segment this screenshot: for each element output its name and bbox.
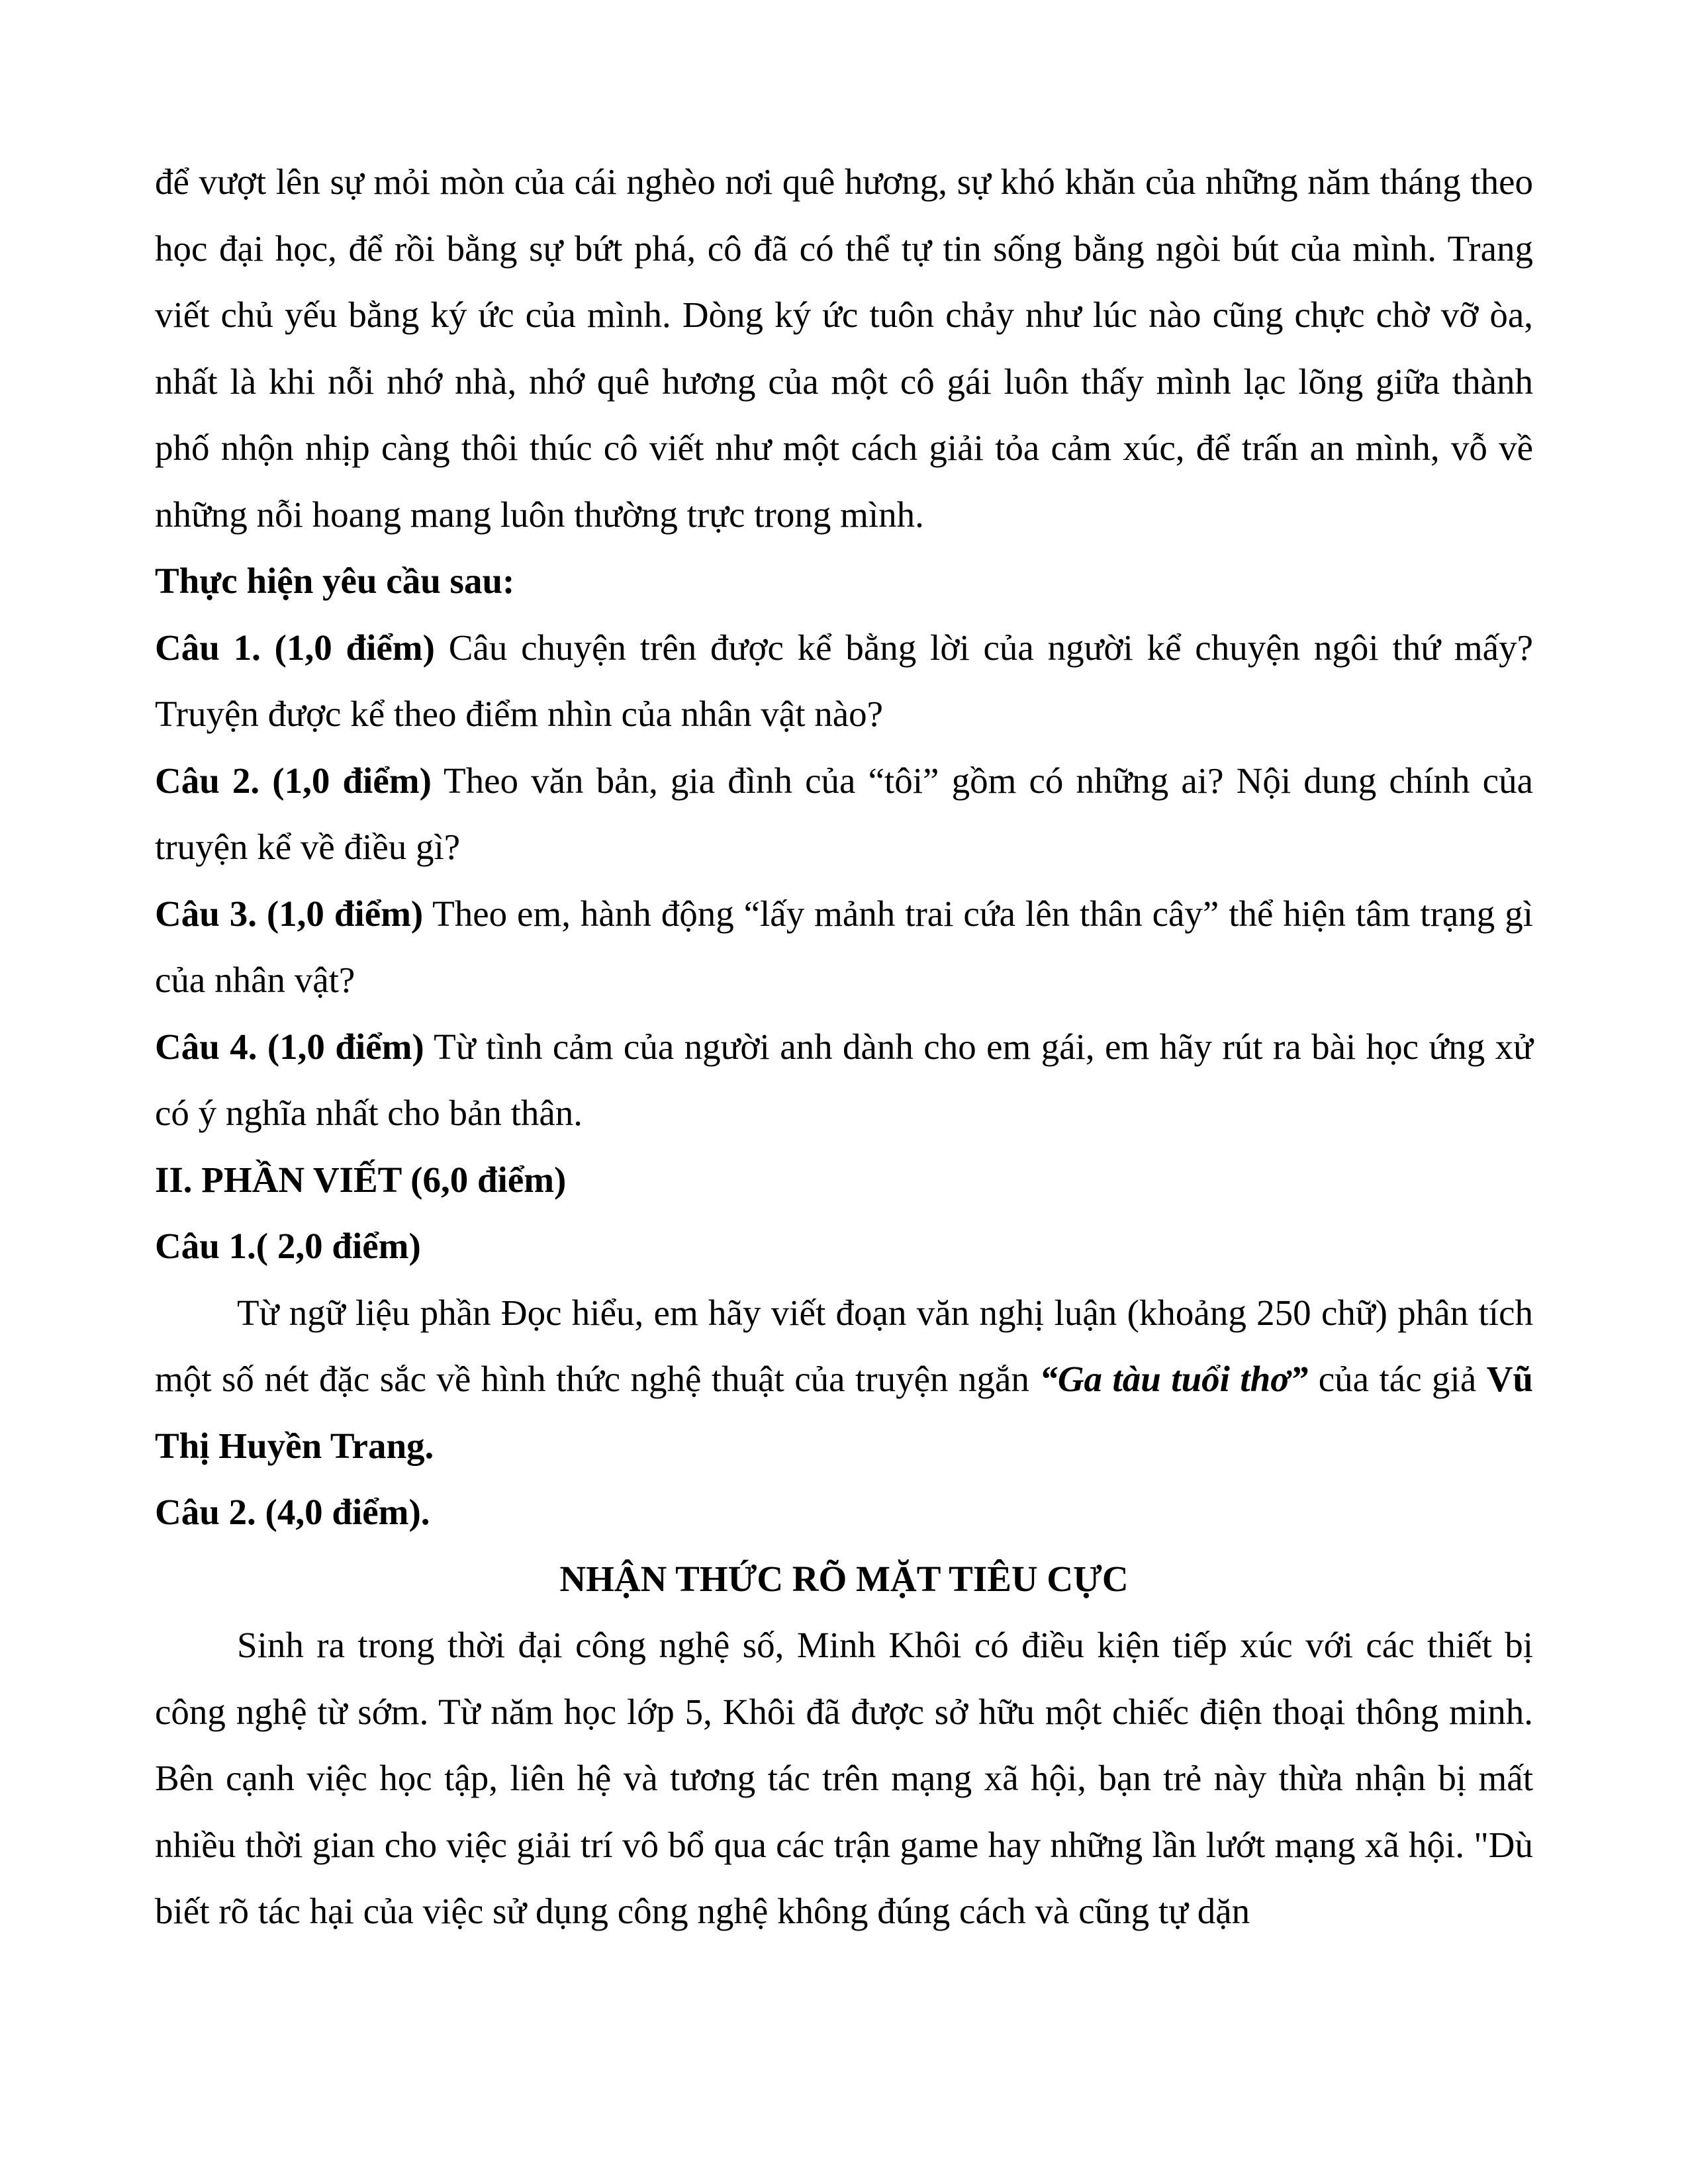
writing-question-1-text [155, 1280, 1533, 1480]
question-1 [155, 615, 1533, 748]
writing-question-1-prompt: Từ ngữ liệu phần Đọc hiểu, em hãy viết đoạn văn nghị luận (khoảng 250 chữ) phân tích một số nét đặc sắc về hình thức nghệ thuật của truyện ngắn [155, 1292, 1533, 1399]
question-2-text: Theo văn bản, gia đình của “tôi” gồm có những ai? Nội dung chính của truyện kể về điều gì? [155, 760, 1533, 867]
story-title: “Ga tàu tuổi thơ” [1039, 1359, 1309, 1399]
question-2 [155, 748, 1533, 881]
instructions-heading: Thực hiện yêu cầu sau: [155, 561, 515, 601]
question-3-label: Câu 3. (1,0 điểm) [155, 893, 424, 934]
intro-paragraph: để vượt lên sự mỏi mòn của cái nghèo nơi quê hương, sự khó khăn của những năm tháng theo học đại học, để rồi bằng sự bứt phá, cô đã có thể tự tin sống bằng ngòi bút của mình. Trang viết chủ yếu bằng ký ức của mình. Dòng ký ức tuôn chảy như lúc nào cũng chực chờ vỡ òa, nhất là khi nỗi nhớ nhà, nhớ quê hương của một cô gái luôn thấy mình lạc lõng giữa thành phố nhộn nhịp càng thôi thúc cô viết như một cách giải tỏa cảm xúc, để trấn an mình, vỗ về những nỗi hoang mang luôn thường trực trong mình. [155, 161, 1533, 535]
question-3-text: Theo em, hành động “lấy mảnh trai cứa lên thân cây” thể hiện tâm trạng gì của nhân vật? [155, 893, 1533, 1000]
writing-question-2-label: Câu 2. (4,0 điểm). [155, 1492, 430, 1532]
essay-prompt-paragraph: Sinh ra trong thời đại công nghệ số, Minh Khôi có điều kiện tiếp xúc với các thiết bị công nghệ từ sớm. Từ năm học lớp 5, Khôi đã được sở hữu một chiếc điện thoại thông minh. Bên cạnh việc học tập, liên hệ và tương tác trên mạng xã hội, bạn trẻ này thừa nhận bị mất nhiều thời gian cho việc giải trí vô bổ qua các trận game hay những lần lướt mạng xã hội. "Dù biết rõ tác hại của việc sử dụng công nghệ không đúng cách và cũng tự dặn [155, 1625, 1533, 1931]
writing-question-1-connector: của tác giả [1308, 1359, 1487, 1399]
question-4-label: Câu 4. (1,0 điểm) [155, 1026, 424, 1067]
writing-section-heading: II. PHẦN VIẾT (6,0 điểm) [155, 1159, 567, 1200]
question-1-label: Câu 1. (1,0 điểm) [155, 627, 435, 668]
writing-question-1-label: Câu 1.( 2,0 điểm) [155, 1226, 421, 1266]
question-2-label: Câu 2. (1,0 điểm) [155, 760, 432, 801]
question-4 [155, 1014, 1533, 1147]
question-4-text: Từ tình cảm của người anh dành cho em gái, em hãy rút ra bài học ứng xử có ý nghĩa nhất cho bản thân. [155, 1026, 1533, 1133]
essay-title: NHẬN THỨC RÕ MẶT TIÊU CỰC [559, 1558, 1129, 1599]
question-1-text: Câu chuyện trên được kể bằng lời của người kể chuyện ngôi thứ mấy? Truyện được kể theo điểm nhìn của nhân vật nào? [155, 627, 1533, 734]
author-name: Vũ Thị Huyền Trang. [155, 1359, 1534, 1466]
question-3 [155, 881, 1533, 1014]
document-page [155, 149, 1533, 1945]
